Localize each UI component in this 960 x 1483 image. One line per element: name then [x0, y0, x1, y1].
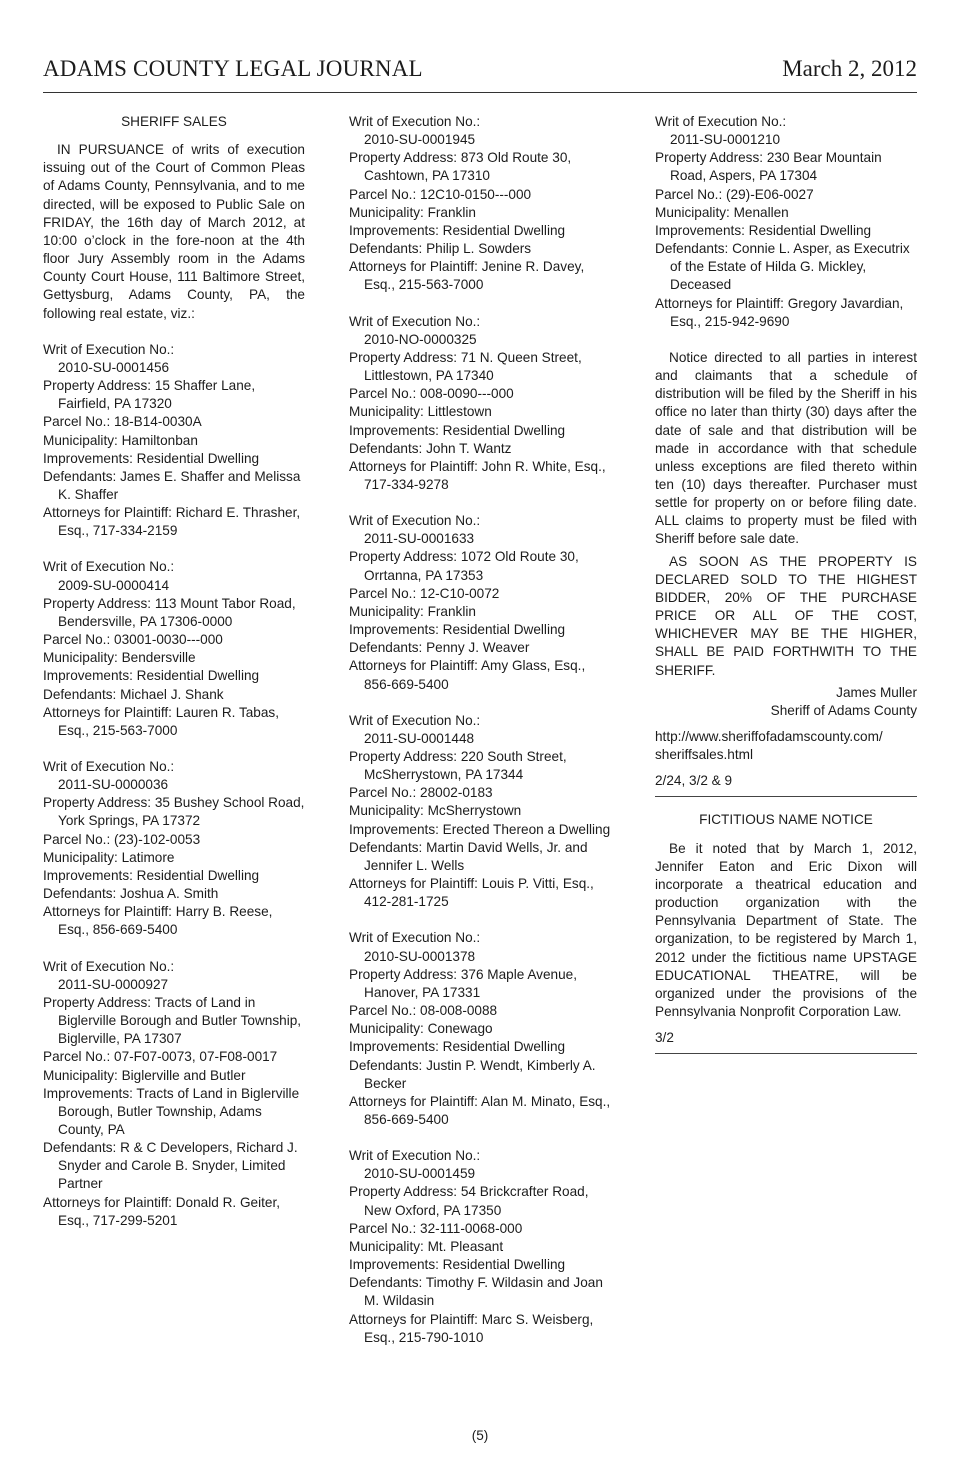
sheriff-url-line-2: sheriffsales.html [655, 747, 753, 763]
writ-entry [349, 512, 611, 694]
column-3 [655, 113, 917, 1068]
writ-detail-line: Defendants: James E. Shaffer and Melissa K. Shaffer [43, 468, 301, 502]
writ-entry [43, 758, 305, 940]
writ-detail-line: Municipality: Franklin [349, 603, 476, 619]
writ-detail-line: Parcel No.: (23)-102-0053 [43, 831, 201, 847]
writ-detail-line: Attorneys for Plaintiff: Marc S. Weisberg, Esq., 215-790-1010 [349, 1311, 594, 1345]
writ-detail-line: Defendants: R & C Developers, Richard J. Snyder and Carole B. Snyder, Limited Partner [43, 1140, 298, 1192]
writ-detail-line: Municipality: McSherrystown [349, 803, 522, 819]
writ-number: 2010-SU-0001945 [364, 132, 476, 148]
writ-detail-line: Defendants: John T. Wantz [349, 440, 512, 456]
writ-detail-line: Property Address: 71 N. Queen Street, Littlestown, PA 17340 [349, 349, 582, 384]
writ-detail-line: Attorneys for Plaintiff: Amy Glass, Esq., 856-669-5400 [349, 658, 586, 692]
writ-detail-line: Municipality: Menallen [655, 204, 789, 220]
writ-label: Writ of Execution No.: [43, 341, 175, 357]
writ-detail-line: Defendants: Philip L. Sowders [349, 241, 532, 257]
writ-detail-line: Attorneys for Plaintiff: Harry B. Reese, Esq., 856-669-5400 [43, 904, 273, 938]
writ-label: Writ of Execution No.: [349, 114, 481, 129]
writ-entry [349, 712, 611, 912]
payment-notice: AS SOON AS THE PROPERTY IS DECLARED SOLD TO THE HIGHEST BIDDER, 20% OF THE PURCHASE PRICE OR ALL OF THE COST, WHICHEVER MAY BE THE HIGHER, SHALL BE PAID FORTHWITH TO THE SHERIFF. [655, 553, 917, 678]
writ-number: 2011-SU-0000036 [58, 777, 169, 793]
writ-detail-line: Municipality: Biglerville and Butler [43, 1067, 246, 1083]
writ-number: 2010-SU-0001378 [364, 948, 476, 964]
writ-detail-line: Improvements: Residential Dwelling [349, 622, 566, 638]
writ-detail-line: Defendants: Timothy F. Wildasin and Joan M. Wildasin [349, 1275, 603, 1309]
fictitious-name-body: Be it noted that by March 1, 2012, Jennifer Eaton and Eric Dixon will incorporate a theatrical education and production organization with the Pennsylvania Department of State. The organization, to be registered by March 1, 2012 under the fictitious name UPSTAGE EDUCATIONAL THEATRE, will be organized under the provisions of the Pennsylvania Nonprofit Corporation Law. [655, 840, 917, 1020]
writ-number: 2010-SU-0001456 [58, 359, 170, 375]
writ-detail-line: Defendants: Connie L. Asper, as Executrix of the Estate of Hilda G. Mickley, Deceased [655, 241, 910, 293]
writ-detail-line: Improvements: Residential Dwelling [43, 450, 260, 466]
writ-label: Writ of Execution No.: [655, 114, 787, 129]
writ-detail-line: Improvements: Residential Dwelling [349, 222, 566, 238]
writ-detail-line: Property Address: 230 Bear Mountain Road, Aspers, PA 17304 [655, 150, 882, 184]
writ-label: Writ of Execution No.: [43, 958, 175, 974]
writ-detail-line: Parcel No.: 03001-0030---000 [43, 632, 223, 648]
writ-detail-line: Attorneys for Plaintiff: Richard E. Thrasher, Esq., 717-334-2159 [43, 505, 301, 539]
issue-date: March 2, 2012 [782, 56, 917, 81]
writ-detail-line: Attorneys for Plaintiff: John R. White, Esq., 717-334-9278 [349, 458, 606, 492]
writ-label: Writ of Execution No.: [349, 1148, 481, 1164]
writ-detail-line: Municipality: Mt. Pleasant [349, 1238, 504, 1254]
writ-label: Writ of Execution No.: [349, 513, 481, 529]
sheriff-intro: IN PURSUANCE of writs of execution issuing out of the Court of Common Pleas of Adams County, Pennsylvania, and to me directed, will be exposed to Public Sale on FRIDAY, the 16th day of March 2012, at 10:00 o’clock in the fore-noon at the 4th floor Jury Assembly room in the Adams County Court House, 111 Baltimore Street, Gettysburg, Adams County, PA, the following real estate, viz.: [43, 142, 305, 321]
writ-detail-line: Parcel No.: 28002-0183 [349, 785, 493, 801]
writ-entry [43, 558, 305, 740]
writ-detail-line: Property Address: 873 Old Route 30, Cashtown, PA 17310 [349, 150, 572, 184]
writ-detail-line: Property Address: 376 Maple Avenue, Hanover, PA 17331 [349, 966, 577, 1000]
writ-detail-line: Defendants: Joshua A. Smith [43, 886, 219, 902]
writ-number: 2011-SU-0001210 [670, 132, 781, 148]
signer-name: James Muller [836, 684, 917, 700]
writ-detail-line: Municipality: Franklin [349, 204, 476, 220]
writ-detail-line: Improvements: Erected Thereon a Dwelling [349, 821, 611, 837]
fictitious-run-dates: 3/2 [655, 1030, 674, 1046]
column-2 [349, 113, 611, 1365]
writ-label: Writ of Execution No.: [43, 759, 175, 774]
signer-title: Sheriff of Adams County [770, 702, 917, 718]
writ-detail-line: Attorneys for Plaintiff: Alan M. Minato, Esq., 856-669-5400 [349, 1093, 611, 1127]
writ-detail-line: Attorneys for Plaintiff: Louis P. Vitti, Esq., 412-281-1725 [349, 876, 594, 910]
writ-entry [655, 113, 917, 331]
distribution-notice: Notice directed to all parties in interest and claimants that a schedule of distribution will be filed by the Sheriff in his office no later than thirty (30) days after the date of sale and that distribution will be made in accordance with that schedule unless exceptions are filed thereto within ten (10) days thereafter. Purchaser must settle for property on or before filing date. ALL claims to property must be filed with Sheriff before sale date. [655, 349, 917, 547]
writ-number: 2009-SU-0000414 [58, 577, 170, 593]
writ-detail-line: Attorneys for Plaintiff: Lauren R. Tabas, Esq., 215-563-7000 [43, 704, 280, 738]
writ-detail-line: Defendants: Penny J. Weaver [349, 640, 530, 656]
writ-detail-line: Improvements: Residential Dwelling [43, 668, 260, 684]
writ-detail-line: Parcel No.: 12-C10-0072 [349, 585, 500, 601]
writ-detail-line: Defendants: Justin P. Wendt, Kimberly A. Becker [349, 1057, 596, 1091]
column-1 [43, 113, 305, 1248]
sheriff-url-line-1: http://www.sheriffofadamscounty.com/ [655, 729, 883, 744]
writ-detail-line: Property Address: 54 Brickcrafter Road, New Oxford, PA 17350 [349, 1184, 589, 1218]
writ-detail-line: Parcel No.: 18-B14-0030A [43, 414, 202, 430]
writ-entry [349, 113, 611, 295]
writ-detail-line: Property Address: 35 Bushey School Road, York Springs, PA 17372 [43, 795, 305, 829]
writ-entry [43, 341, 305, 541]
writ-label: Writ of Execution No.: [43, 559, 175, 575]
writ-entry [349, 1147, 611, 1347]
sheriff-run-dates: 2/24, 3/2 & 9 [655, 773, 733, 789]
writ-number: 2011-SU-0001448 [364, 730, 475, 746]
writ-detail-line: Municipality: Hamiltonban [43, 432, 198, 448]
journal-title: ADAMS COUNTY LEGAL JOURNAL [43, 56, 423, 81]
writ-detail-line: Parcel No.: 32-111-0068-000 [349, 1220, 523, 1236]
writ-detail-line: Attorneys for Plaintiff: Gregory Javardian, Esq., 215-942-9690 [655, 295, 904, 329]
fictitious-name-title: FICTITIOUS NAME NOTICE [699, 812, 873, 828]
writ-detail-line: Attorneys for Plaintiff: Donald R. Geiter, Esq., 717-299-5201 [43, 1194, 280, 1228]
writ-detail-line: Municipality: Conewago [349, 1021, 493, 1037]
writ-number: 2010-SU-0001459 [364, 1166, 476, 1182]
writ-detail-line: Defendants: Michael J. Shank [43, 686, 224, 702]
page-number: (5) [471, 1428, 489, 1443]
writ-detail-line: Parcel No.: 008-0090---000 [349, 386, 514, 402]
page-header [43, 52, 917, 93]
writ-detail-line: Property Address: 15 Shaffer Lane, Fairfield, PA 17320 [43, 378, 256, 412]
writ-detail-line: Improvements: Tracts of Land in Biglerville Borough, Butler Township, Adams County, PA [43, 1085, 300, 1137]
writ-label: Writ of Execution No.: [349, 313, 481, 329]
writ-detail-line: Parcel No.: 07-F07-0073, 07-F08-0017 [43, 1049, 278, 1065]
writ-detail-line: Property Address: 113 Mount Tabor Road, Bendersville, PA 17306-0000 [43, 595, 296, 629]
writ-detail-line: Parcel No.: 12C10-0150---000 [349, 186, 532, 202]
writ-detail-line: Property Address: 1072 Old Route 30, Orrtanna, PA 17353 [349, 549, 579, 583]
writ-number: 2011-SU-0000927 [58, 976, 169, 992]
end-divider [655, 1053, 917, 1054]
writ-entry [349, 929, 611, 1129]
writ-detail-line: Property Address: 220 South Street, McSherrystown, PA 17344 [349, 749, 567, 783]
writ-detail-line: Improvements: Residential Dwelling [655, 222, 872, 238]
sheriff-sales-title: SHERIFF SALES [121, 114, 227, 129]
writ-detail-line: Parcel No.: 08-008-0088 [349, 1003, 498, 1019]
writ-detail-line: Municipality: Littlestown [349, 404, 492, 420]
writ-detail-line: Attorneys for Plaintiff: Jenine R. Davey, Esq., 215-563-7000 [349, 259, 585, 293]
writ-detail-line: Improvements: Residential Dwelling [349, 1039, 566, 1055]
writ-detail-line: Municipality: Bendersville [43, 650, 196, 666]
writ-entry [43, 958, 305, 1230]
writ-detail-line: Property Address: Tracts of Land in Biglerville Borough and Butler Township, Biglerville, PA 17307 [43, 994, 302, 1047]
writ-detail-line: Improvements: Residential Dwelling [349, 1257, 566, 1273]
writ-entry [349, 313, 611, 495]
writ-number: 2011-SU-0001633 [364, 531, 475, 547]
writ-number: 2010-NO-0000325 [364, 331, 477, 347]
writ-detail-line: Parcel No.: (29)-E06-0027 [655, 186, 814, 202]
writ-detail-line: Improvements: Residential Dwelling [43, 867, 260, 883]
writ-detail-line: Improvements: Residential Dwelling [349, 422, 566, 438]
writ-label: Writ of Execution No.: [349, 712, 481, 728]
writ-detail-line: Municipality: Latimore [43, 849, 175, 865]
writ-label: Writ of Execution No.: [349, 930, 481, 946]
writ-detail-line: Defendants: Martin David Wells, Jr. and Jennifer L. Wells [349, 839, 588, 873]
section-divider [655, 796, 917, 797]
